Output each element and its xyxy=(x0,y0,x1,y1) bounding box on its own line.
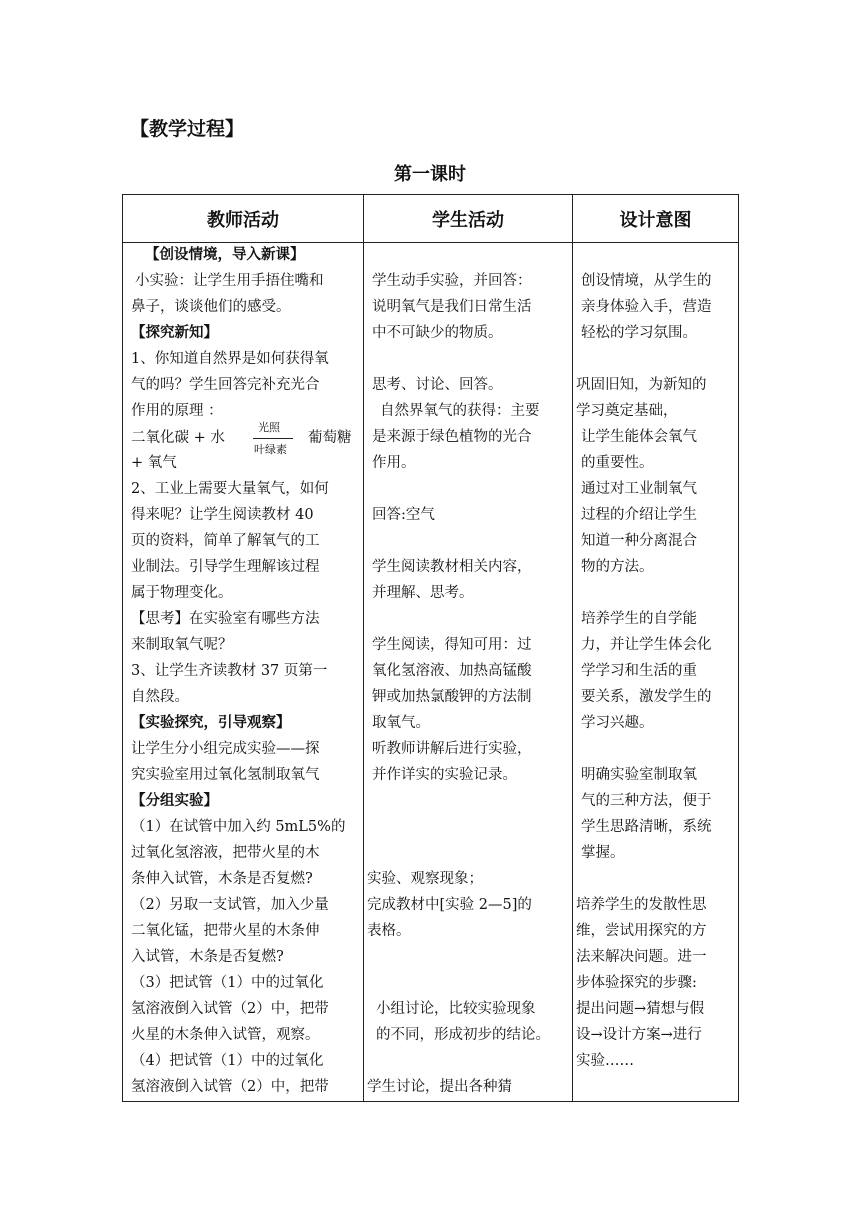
student-line: 并理解、思考。 xyxy=(372,585,474,601)
formula-reactants: 二氧化碳 + 水 xyxy=(131,430,225,446)
student-line: 自然界氧气的获得：主要 xyxy=(380,403,540,419)
section-title: 【教学过程】 xyxy=(130,118,245,140)
intent-line: 培养学生的发散性思 xyxy=(576,897,707,913)
teacher-line: 【分组实验】 xyxy=(131,792,218,809)
teacher-line: 火星的木条伸入试管，观察。 xyxy=(131,1027,320,1043)
teacher-line: 3、让学生齐读教材 37 页第一 xyxy=(131,663,328,679)
intent-line: 掌握。 xyxy=(581,845,625,861)
student-line: 学生阅读，得知可用：过 xyxy=(372,637,532,653)
teacher-activity-cell xyxy=(123,243,364,1102)
intent-line: 设→设计方案→进行 xyxy=(576,1027,702,1043)
teacher-line: 条伸入试管，木条是否复燃? xyxy=(131,871,313,887)
student-line: 的不同，形成初步的结论。 xyxy=(376,1027,550,1043)
teaching-process-table xyxy=(122,194,739,1102)
intent-line: 维，尝试用探究的方 xyxy=(576,923,707,939)
intent-line: 学生思路清晰，系统 xyxy=(581,819,712,835)
student-line: 取氧气。 xyxy=(372,715,430,731)
student-line: 作用。 xyxy=(372,455,416,471)
teacher-line: （3）把试管（1）中的过氧化 xyxy=(131,975,324,991)
teacher-line: 作用的原理 ： xyxy=(131,403,223,419)
intent-line: 学习奠定基础， xyxy=(576,403,678,419)
teacher-line: + 氧气 xyxy=(131,455,177,471)
teacher-line: 来制取氧气呢？ xyxy=(131,637,233,653)
student-line: 小组讨论，比较实验现象 xyxy=(376,1001,536,1017)
student-line: 听教师讲解后进行实验， xyxy=(372,741,532,757)
teacher-line: 究实验室用过氧化氢制取氧气 xyxy=(131,767,320,783)
intent-line: 力，并让学生体会化 xyxy=(581,637,712,653)
student-line: 钾或加热氯酸钾的方法制 xyxy=(372,689,532,705)
intent-line: 明确实验室制取氧 xyxy=(581,767,697,783)
intent-line: 巩固旧知，为新知的 xyxy=(576,377,707,393)
teacher-line: 属于物理变化。 xyxy=(131,585,233,601)
teacher-line: 业制法。引导学生理解该过程 xyxy=(131,559,320,575)
lesson-title: 第一课时 xyxy=(394,164,466,185)
teacher-line: （1）在试管中加入约 5mL5%的 xyxy=(131,819,346,835)
intent-line: 的重要性。 xyxy=(581,455,654,471)
teacher-line: 入试管，木条是否复燃? xyxy=(131,949,284,965)
design-intent-cell xyxy=(573,243,739,1102)
teacher-line: （2）另取一支试管，加入少量 xyxy=(131,897,329,913)
teacher-line: 【探究新知】 xyxy=(131,324,218,341)
teacher-line: 2、工业上需要大量氧气，如何 xyxy=(131,481,329,497)
student-line: 中不可缺少的物质。 xyxy=(372,325,503,341)
student-line: 实验、观察现象； xyxy=(367,871,483,887)
intent-line: 过程的介绍让学生 xyxy=(581,507,697,523)
formula-condition-bottom: 叶绿素 xyxy=(254,443,287,456)
intent-line: 物的方法。 xyxy=(581,559,654,575)
intent-line: 学习兴趣。 xyxy=(581,715,654,731)
student-line: 学生讨论，提出各种猜 xyxy=(367,1079,512,1095)
intent-line: 知道一种分离混合 xyxy=(581,533,697,549)
teacher-line: 二氧化锰，把带火星的木条伸 xyxy=(131,923,320,939)
table-body-row xyxy=(123,243,739,1102)
teacher-line: 【创设情境，导入新课】 xyxy=(145,246,305,263)
intent-line: 要关系，激发学生的 xyxy=(581,689,712,705)
table-header-row xyxy=(123,195,739,243)
teacher-line: 1、你知道自然界是如何获得氧 xyxy=(131,351,329,367)
intent-line: 步体验探究的步骤: xyxy=(576,975,697,991)
intent-line: 亲身体验入手，营造 xyxy=(581,299,712,315)
formula-arrow-bar xyxy=(253,438,293,439)
intent-line: 培养学生的自学能 xyxy=(581,611,697,627)
student-line: 表格。 xyxy=(367,923,411,939)
intent-line: 学学习和生活的重 xyxy=(581,663,697,679)
intent-line: 气的三种方法，便于 xyxy=(581,793,712,809)
student-line: 思考、讨论、回答。 xyxy=(372,377,503,393)
formula-condition-top: 光照 xyxy=(258,421,280,434)
teacher-line: 自然段。 xyxy=(131,689,189,705)
teacher-line: 过氧化氢溶液，把带火星的木 xyxy=(131,845,320,861)
teacher-line: 【实验探究，引导观察】 xyxy=(131,714,291,731)
teacher-line: 气的吗？学生回答完补充光合 xyxy=(131,377,320,393)
intent-line: 实验…… xyxy=(576,1053,634,1069)
teacher-line: 【思考】在实验室有哪些方法 xyxy=(131,611,320,627)
student-line: 氧化氢溶液、加热高锰酸 xyxy=(372,663,532,679)
student-line: 回答:空气 xyxy=(372,507,435,523)
student-line: 学生阅读教材相关内容， xyxy=(372,559,532,575)
student-line: 说明氧气是我们日常生活 xyxy=(372,299,532,315)
intent-line: 创设情境，从学生的 xyxy=(581,273,712,289)
teacher-line: 小实验：让学生用手捂住嘴和 xyxy=(135,273,324,289)
teacher-line: （4）把试管（1）中的过氧化 xyxy=(131,1053,324,1069)
header-teacher-activity: 教师活动 xyxy=(123,195,364,243)
student-line: 学生动手实验，并回答： xyxy=(372,273,532,289)
intent-line: 法来解决问题。进一 xyxy=(576,949,707,965)
teacher-line: 氢溶液倒入试管（2）中，把带 xyxy=(131,1079,329,1095)
intent-line: 让学生能体会氧气 xyxy=(581,429,697,445)
teacher-line: 鼻子，谈谈他们的感受。 xyxy=(131,299,291,315)
teacher-line: 氢溶液倒入试管（2）中，把带 xyxy=(131,1001,329,1017)
header-design-intent: 设计意图 xyxy=(573,195,739,243)
intent-line: 轻松的学习氛围。 xyxy=(581,325,697,341)
student-line: 完成教材中[实验 2—5]的 xyxy=(367,897,532,913)
teacher-line: 页的资料，简单了解氧气的工 xyxy=(131,533,320,549)
intent-line: 提出问题→猜想与假 xyxy=(576,1001,705,1017)
student-line: 是来源于绿色植物的光合 xyxy=(372,429,532,445)
intent-line: 通过对工业制氧气 xyxy=(581,481,697,497)
teacher-line: 让学生分小组完成实验——探 xyxy=(131,741,320,757)
student-activity-cell xyxy=(364,243,573,1102)
formula-product: 葡萄糖 xyxy=(308,430,352,446)
student-line: 并作详实的实验记录。 xyxy=(372,767,517,783)
teacher-line: 得来呢？让学生阅读教材 40 xyxy=(131,507,314,523)
header-student-activity: 学生活动 xyxy=(364,195,573,243)
